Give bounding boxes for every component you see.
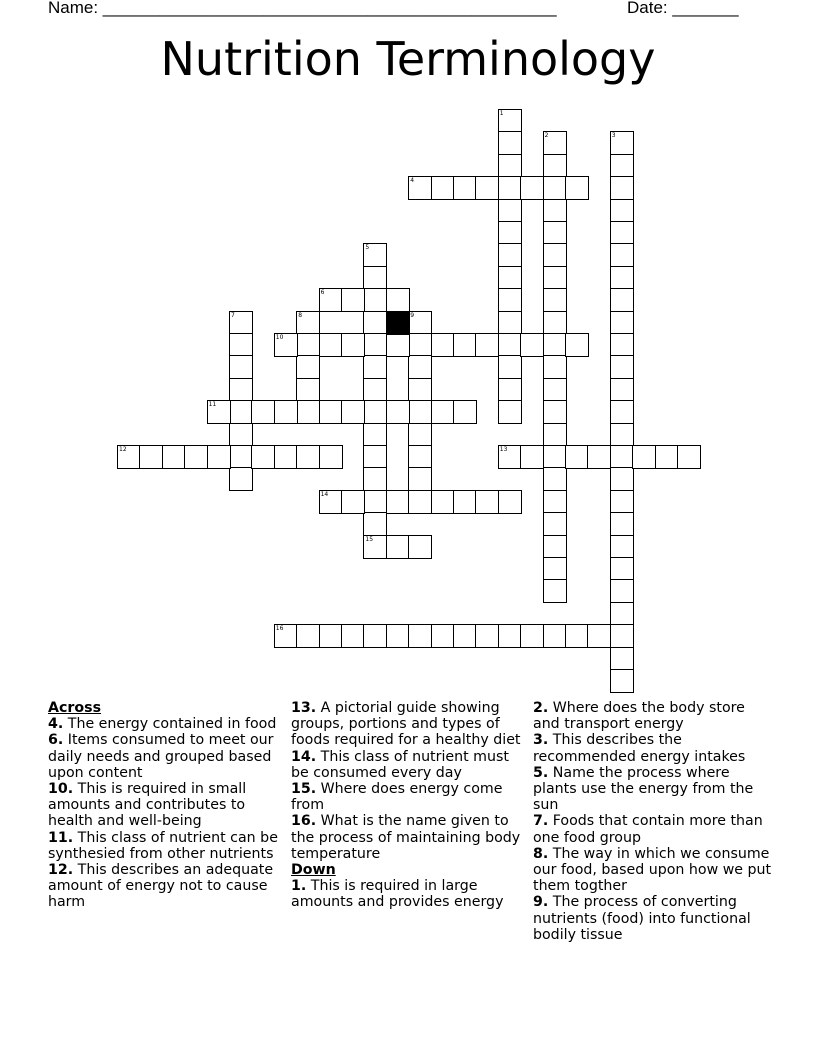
date-field[interactable]: Date: _______ xyxy=(627,0,739,17)
crossword-cell[interactable] xyxy=(296,355,320,379)
crossword-cell[interactable] xyxy=(610,311,634,335)
crossword-cell[interactable] xyxy=(341,624,365,648)
crossword-cell[interactable] xyxy=(363,467,387,491)
clue-number: 3 xyxy=(611,132,616,140)
crossword-cell[interactable] xyxy=(610,288,634,312)
crossword-cell[interactable] xyxy=(498,199,522,223)
page-title: Nutrition Terminology xyxy=(160,32,656,86)
crossword-cell[interactable] xyxy=(543,333,567,357)
crossword-cell[interactable] xyxy=(587,445,611,469)
crossword-cell[interactable] xyxy=(296,445,320,469)
crossword-cell[interactable] xyxy=(610,333,634,357)
crossword-cell[interactable] xyxy=(543,467,567,491)
crossword-cell[interactable] xyxy=(431,624,455,648)
crossword-cell[interactable] xyxy=(498,378,522,402)
crossword-cell[interactable] xyxy=(296,624,320,648)
crossword-cell[interactable] xyxy=(386,288,410,312)
down-heading: Down xyxy=(291,862,336,879)
crossword-cell[interactable] xyxy=(543,243,567,267)
crossword-cell[interactable] xyxy=(408,423,432,447)
crossword-cell[interactable] xyxy=(341,490,365,514)
clue-number: 14 xyxy=(320,490,329,498)
crossword-cell[interactable] xyxy=(610,669,634,693)
crossword-cell[interactable] xyxy=(610,154,634,178)
crossword-cell[interactable] xyxy=(408,535,432,559)
crossword-cell[interactable] xyxy=(139,445,163,469)
clue-down-1: 1. This is required in large amounts and provides energy xyxy=(291,878,504,911)
crossword-cell[interactable] xyxy=(229,333,253,357)
crossword-cell[interactable] xyxy=(431,490,455,514)
crossword-cell[interactable] xyxy=(363,288,387,312)
crossword-cell[interactable] xyxy=(610,647,634,671)
crossword-cell[interactable] xyxy=(498,490,522,514)
crossword-cell[interactable] xyxy=(363,311,387,335)
crossword-cell[interactable] xyxy=(363,355,387,379)
crossword-cell[interactable] xyxy=(296,378,320,402)
crossword-cell[interactable] xyxy=(274,445,298,469)
crossword-cell[interactable] xyxy=(251,400,275,424)
crossword-cell[interactable] xyxy=(610,535,634,559)
crossword-cell[interactable] xyxy=(319,400,343,424)
crossword-cell[interactable] xyxy=(498,355,522,379)
crossword-cell[interactable] xyxy=(520,176,544,200)
crossword-cell[interactable] xyxy=(363,624,387,648)
crossword-cell[interactable] xyxy=(296,400,320,424)
clue-across-12: 12. This describes an adequate amount of energy not to cause harm xyxy=(48,862,274,911)
crossword-cell[interactable] xyxy=(498,288,522,312)
crossword-cell[interactable] xyxy=(498,221,522,245)
crossword-cell[interactable] xyxy=(498,154,522,178)
crossword-cell[interactable] xyxy=(386,333,410,357)
crossword-cell[interactable] xyxy=(363,378,387,402)
crossword-cell[interactable] xyxy=(386,400,410,424)
crossword-cell[interactable] xyxy=(363,445,387,469)
crossword-cell[interactable] xyxy=(610,467,634,491)
crossword-cell[interactable] xyxy=(162,445,186,469)
crossword-cell[interactable] xyxy=(341,333,365,357)
crossword-cell[interactable] xyxy=(453,176,477,200)
crossword-cell[interactable] xyxy=(610,221,634,245)
crossword-cell[interactable] xyxy=(498,400,522,424)
crossword-cell[interactable] xyxy=(610,512,634,536)
crossword-cell[interactable] xyxy=(543,154,567,178)
clue-down-5: 5. Name the process where plants use the energy from the sun xyxy=(533,764,754,814)
name-field[interactable]: Name: ________________________________________________ xyxy=(48,0,557,17)
crossword-cell[interactable] xyxy=(408,355,432,379)
clue-number: 6 xyxy=(320,289,325,297)
clue-number: 13 xyxy=(499,446,508,453)
crossword-cell[interactable] xyxy=(655,445,679,469)
across-heading: Across xyxy=(48,700,102,716)
crossword-cell[interactable] xyxy=(475,490,499,514)
crossword-cell[interactable] xyxy=(520,445,544,469)
crossword-cell[interactable] xyxy=(543,266,567,290)
crossword-cell[interactable] xyxy=(453,400,477,424)
clue-number: 10 xyxy=(275,334,284,341)
crossword-cell[interactable] xyxy=(610,355,634,379)
crossword-cell[interactable] xyxy=(408,467,432,491)
clue-number: 15 xyxy=(365,535,374,543)
clue-number: 11 xyxy=(208,401,217,409)
crossword-cell[interactable] xyxy=(408,624,432,648)
clues-column-2 xyxy=(291,700,531,911)
crossword-cell[interactable] xyxy=(341,400,365,424)
crossword-cell[interactable] xyxy=(229,423,253,447)
crossword-cell[interactable] xyxy=(498,624,522,648)
crossword-cell[interactable] xyxy=(565,333,589,357)
crossword-cell[interactable] xyxy=(296,333,320,357)
crossword-cell[interactable] xyxy=(498,176,522,200)
crossword-cell[interactable] xyxy=(184,445,208,469)
crossword-cell[interactable] xyxy=(610,490,634,514)
crossword-cell[interactable] xyxy=(386,624,410,648)
clue-number: 12 xyxy=(119,446,127,453)
crossword-cell[interactable] xyxy=(475,333,499,357)
crossword-cell[interactable] xyxy=(587,624,611,648)
crossword-cell[interactable] xyxy=(229,355,253,379)
crossword-cell[interactable] xyxy=(520,624,544,648)
clue-across-13: 13. A pictorial guide showing groups, portions and types of foods required for a healthy diet xyxy=(291,700,521,749)
clues-column-3 xyxy=(533,700,773,943)
crossword-cell[interactable] xyxy=(543,579,567,603)
crossword-cell[interactable] xyxy=(543,512,567,536)
crossword-cell[interactable] xyxy=(543,199,567,223)
crossword-cell[interactable] xyxy=(543,176,567,200)
clue-number: 7 xyxy=(231,311,235,319)
black-square xyxy=(386,311,410,335)
clue-across-16: 16. What is the name given to the process of maintaining body temperature xyxy=(291,813,521,862)
crossword-cell[interactable] xyxy=(543,557,567,581)
clue-across-10: 10. This is required in small amounts and contributes to health and well-being xyxy=(48,781,247,830)
crossword-cell[interactable] xyxy=(386,535,410,559)
crossword-cell[interactable] xyxy=(207,445,231,469)
crossword-cell[interactable] xyxy=(610,378,634,402)
crossword-cell[interactable] xyxy=(408,378,432,402)
crossword-cell[interactable] xyxy=(319,445,343,469)
crossword-cell[interactable] xyxy=(498,131,522,155)
crossword-cell[interactable] xyxy=(543,311,567,335)
crossword-cell[interactable] xyxy=(475,624,499,648)
crossword-cell[interactable] xyxy=(543,624,567,648)
crossword-cell[interactable] xyxy=(229,445,253,469)
crossword-cell[interactable] xyxy=(386,490,410,514)
crossword-cell[interactable] xyxy=(543,221,567,245)
crossword-cell[interactable] xyxy=(677,445,701,469)
crossword-cell[interactable] xyxy=(363,266,387,290)
crossword-cell[interactable] xyxy=(543,355,567,379)
crossword-cell[interactable] xyxy=(610,624,634,648)
crossword-cell[interactable] xyxy=(610,266,634,290)
clue-across-6: 6. Items consumed to meet our daily needs and grouped based upon content xyxy=(48,732,274,781)
crossword-cell[interactable] xyxy=(565,624,589,648)
crossword-cell[interactable] xyxy=(610,400,634,424)
clues-column-1 xyxy=(48,700,284,911)
crossword-cell[interactable] xyxy=(498,311,522,335)
crossword-cell[interactable] xyxy=(610,445,634,469)
crossword-cell[interactable] xyxy=(475,176,499,200)
crossword-cell[interactable] xyxy=(431,400,455,424)
crossword-cell[interactable] xyxy=(543,490,567,514)
crossword-cell[interactable] xyxy=(543,400,567,424)
crossword-cell[interactable] xyxy=(363,512,387,536)
crossword-cell[interactable] xyxy=(543,445,567,469)
crossword-cell[interactable] xyxy=(453,624,477,648)
crossword-cell[interactable] xyxy=(319,333,343,357)
crossword-cell[interactable] xyxy=(229,400,253,424)
clue-across-15: 15. Where does energy come from xyxy=(291,781,503,814)
crossword-cell[interactable] xyxy=(498,243,522,267)
crossword-cell[interactable] xyxy=(363,423,387,447)
crossword-cell[interactable] xyxy=(610,602,634,626)
clue-number: 4 xyxy=(410,177,415,185)
crossword-cell[interactable] xyxy=(408,400,432,424)
clue-across-11: 11. This class of nutrient can be synthesied from other nutrients xyxy=(48,829,278,862)
crossword-cell[interactable] xyxy=(319,624,343,648)
clue-across-14: 14. This class of nutrient must be consumed every day xyxy=(291,748,509,781)
crossword-cell[interactable] xyxy=(543,423,567,447)
crossword-cell[interactable] xyxy=(610,176,634,200)
crossword-cell[interactable] xyxy=(543,288,567,312)
clue-number: 16 xyxy=(275,625,284,633)
crossword-cell[interactable] xyxy=(274,400,298,424)
clue-down-7: 7. Foods that contain more than one food group xyxy=(533,813,763,846)
clue-number: 8 xyxy=(298,311,303,319)
clue-across-4: 4. The energy contained in food xyxy=(48,716,277,733)
crossword-cell[interactable] xyxy=(498,266,522,290)
crossword-cell[interactable] xyxy=(408,333,432,357)
crossword-cell[interactable] xyxy=(498,333,522,357)
clue-number: 5 xyxy=(365,244,370,252)
clue-down-8: 8. The way in which we consume our food, based upon how we put them togther xyxy=(533,845,772,895)
crossword-cell[interactable] xyxy=(363,400,387,424)
clue-number: 2 xyxy=(544,132,549,140)
crossword-cell[interactable] xyxy=(632,445,656,469)
clue-down-3: 3. This describes the recommended energy intakes xyxy=(533,732,746,765)
crossword-cell[interactable] xyxy=(453,333,477,357)
crossword-cell[interactable] xyxy=(229,467,253,491)
crossword-cell[interactable] xyxy=(520,333,544,357)
crossword-cell[interactable] xyxy=(565,445,589,469)
crossword-cell[interactable] xyxy=(610,557,634,581)
clue-number: 1 xyxy=(499,110,504,117)
clue-down-2: 2. Where does the body store and transport energy xyxy=(533,700,745,733)
crossword-cell[interactable] xyxy=(565,176,589,200)
clue-number: 9 xyxy=(410,311,415,319)
crossword-cell[interactable] xyxy=(610,199,634,223)
crossword-cell[interactable] xyxy=(543,378,567,402)
crossword-cell[interactable] xyxy=(610,423,634,447)
crossword-cell[interactable] xyxy=(431,333,455,357)
crossword-cell[interactable] xyxy=(408,490,432,514)
crossword-cell[interactable] xyxy=(610,243,634,267)
crossword-cell[interactable] xyxy=(453,490,477,514)
clue-down-9: 9. The process of converting nutrients (food) into functional bodily tissue xyxy=(533,894,751,943)
crossword-cell[interactable] xyxy=(610,579,634,603)
crossword-cell[interactable] xyxy=(363,490,387,514)
crossword-cell[interactable] xyxy=(408,445,432,469)
crossword-cell[interactable] xyxy=(341,288,365,312)
crossword-cell[interactable] xyxy=(363,333,387,357)
crossword-cell[interactable] xyxy=(431,176,455,200)
crossword-cell[interactable] xyxy=(543,535,567,559)
crossword-cell[interactable] xyxy=(229,378,253,402)
crossword-cell[interactable] xyxy=(251,445,275,469)
